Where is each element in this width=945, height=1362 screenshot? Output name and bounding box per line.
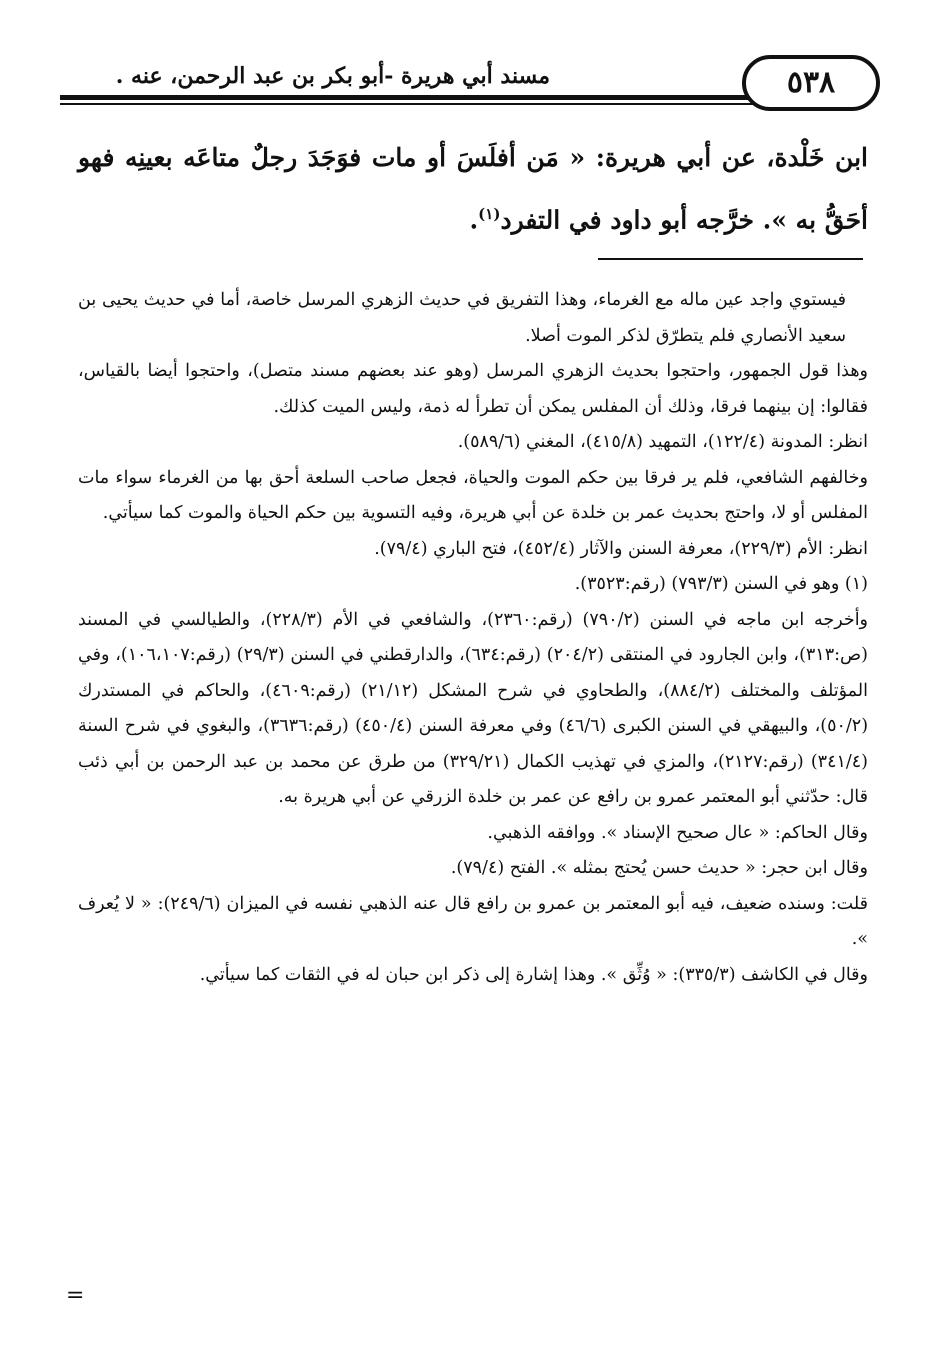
footnote-paragraph: وقال ابن حجر: « حديث حسن يُحتج بمثله ». الفتح (٧٩/٤).	[450, 858, 868, 878]
footnote-paragraph: وهذا قول الجمهور، واحتجوا بحديث الزهري المرسل (وهو عند بعضهم مسند متصل)، واحتجوا أيضا بالقياس، فقالوا: إن بينهما فرقا، وذلك أن المفلس يمكن أن تطرأ له ذمة، وليس الميت كذلك.	[78, 361, 868, 417]
footnote-paragraph: وأخرجه ابن ماجه في السنن (٧٩٠/٢) (رقم:٢٣٦٠)، والشافعي في الأم (٢٢٨/٣)، والطيالسي في المسند (ص:٣١٣)، وابن الجارود في المنتقى (٢٠٤/٢) (رقم:٦٣٤)، والدارقطني في السنن (٢٩/٣) (رقم:١٠٦،١٠٧)، وفي المؤتلف والمختلف (٨٨٤/٢)، والطحاوي في شرح المشكل (٢١/١٢) (رقم:٤٦٠٩)، والحاكم في المستدرك (٥٠/٢)، والبيهقي في السنن الكبرى (٤٦/٦) وفي معرفة السنن (٤٥٠/٤) (رقم:٣٦٣٦)، والبغوي في شرح السنة (٣٤١/٤) (رقم:٢١٢٧)، والمزي في تهذيب الكمال (٣٢٩/٢١) من طرق عن محمد بن عبد الرحمن بن أبي ذئب قال: حدّثني أبو المعتمر عمرو بن رافع عن عمر بن خلدة الزرقي عن أبي هريرة به.	[78, 609, 869, 807]
header-rule-thin	[60, 103, 770, 105]
footnote-paragraph: انظر: المدونة (١٢٢/٤)، التمهيد (٤١٥/٨)، المغني (٥٨٩/٦).	[457, 432, 868, 452]
page-header	[60, 55, 880, 115]
footnote-paragraph: انظر: الأم (٢٢٩/٣)، معرفة السنن والآثار (٤٥٢/٤)، فتح الباري (٧٩/٤).	[374, 538, 868, 559]
footnote-paragraph: (١) وهو في السنن (٧٩٣/٣) (رقم:٣٥٢٣).	[574, 574, 868, 594]
footnote-paragraph: وقال الحاكم: « عال صحيح الإسناد ». ووافقه الذهبي.	[487, 822, 868, 843]
footnote-paragraph: فيستوي واجد عين ماله مع الغرماء، وهذا التفريق في حديث الزهري المرسل خاصة، أما في حديث يحيى بن سعيد الأنصاري فلم يتطرّق لذكر الموت أصلا.	[78, 290, 846, 346]
footnote-reference: (١)	[478, 205, 501, 223]
footnotes	[78, 283, 868, 993]
page-number: ٥٣٨	[742, 55, 880, 111]
footnote-paragraph: وقال في الكاشف (٣٣٥/٣): « وُثِّق ». وهذا إشارة إلى ذكر ابن حبان له في الثقات كما سيأتي.	[199, 964, 868, 985]
footnote-paragraph: قلت: وسنده ضعيف، فيه أبو المعتمر بن عمرو بن رافع قال عنه الذهبي نفسه في الميزان (٢٤٩/٦): « لا يُعرف ».	[78, 893, 868, 949]
page-end-mark: =	[66, 1283, 85, 1308]
main-text: ابن خَلْدة، عن أبي هريرة: « مَن أفلَسَ أو مات فوَجَدَ رجلٌ متاعَه بعينِه فهو أحَقُّ به ». خرَّجه أبو داود في التفرد$^{(١)}$.	[78, 143, 868, 235]
running-title: مسند أبي هريرة -أبو بكر بن عبد الرحمن، عنه .	[115, 63, 550, 89]
main-paragraph: ابن خَلْدة، عن أبي هريرة: « مَن أفلَسَ أو مات فوَجَدَ رجلٌ متاعَه بعينِه فهو أحَقُّ به ». خرَّجه أبو داود في التفرد	[78, 143, 868, 235]
footnote-separator	[598, 258, 863, 260]
header-rule-thick	[60, 95, 770, 100]
footnote-paragraph: وخالفهم الشافعي، فلم ير فرقا بين حكم الموت والحياة، فجعل صاحب السلعة أحق بها من الغرماء سواء مات المفلس أو لا، واحتج بحديث عمر بن خلدة عن أبي هريرة، وفيه التسوية بين حكم الحياة والموت كما سيأتي.	[78, 467, 868, 523]
